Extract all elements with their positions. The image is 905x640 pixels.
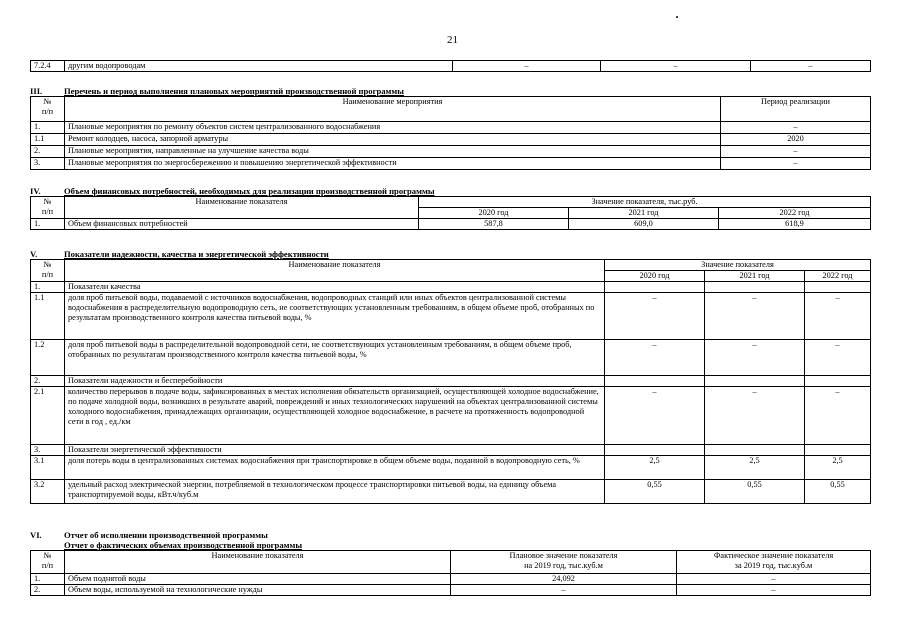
row-value: 618,9 [719,219,871,230]
row-name: Объем воды, используемой на технологические нужды [65,585,451,596]
indicators-table [30,259,871,504]
row-number: 1. [31,574,65,585]
row-value: 0,55 [705,480,805,504]
row-value [705,376,805,387]
header-number: № п/п [31,97,65,122]
row-name: другим водопроводам [65,61,453,72]
row-name: Показатели надежности и бесперебойности [65,376,605,387]
row-number: 3.2 [31,480,65,504]
header-number: № п/п [31,197,65,219]
table-row [31,376,871,387]
row-value [605,445,705,456]
section-number: VI. [30,530,42,540]
section-6-heading [30,530,268,540]
table-header-row [31,197,871,208]
page-number: 21 [447,34,458,46]
row-number: 1. [31,282,65,293]
row-fact: – [677,574,871,585]
table-row [31,340,871,376]
header-name: Наименование мероприятия [65,97,721,122]
table-row [31,585,871,596]
table-header-row [31,97,871,122]
row-number: 1.2 [31,340,65,376]
row-period: – [721,122,871,134]
activities-table [30,96,871,170]
section-6-subheading [30,540,302,550]
row-fact: – [677,585,871,596]
section-title: Перечень и период выполнения плановых мероприятий производственной программы [64,86,404,96]
row-value: 609,0 [569,219,719,230]
table-row [31,158,871,170]
header-period: Период реализации [721,97,871,122]
row-value [705,282,805,293]
header-number: № п/п [31,551,65,574]
header-year: 2021 год [705,271,805,282]
table-row [31,574,871,585]
row-name: Показатели энергетической эффективности [65,445,605,456]
header-fact: Фактическое значение показателя за 2019 год, тыс.куб.м [677,551,871,574]
table-row [31,146,871,158]
row-value: – [605,340,705,376]
row-name: Объем поднятой воды [65,574,451,585]
row-number: 2. [31,146,65,158]
table-row [31,219,871,230]
row-period: 2020 [721,134,871,146]
row-name: Объем финансовых потребностей [65,219,419,230]
table-header-row [31,260,871,271]
section-title: Показатели надежности, качества и энергетической эффективности [64,249,329,259]
header-year: 2020 год [419,208,569,219]
section-number: III. [30,86,43,96]
row-value: – [805,387,871,445]
section-number: IV. [30,186,41,196]
header-year: 2022 год [719,208,871,219]
section-4-heading [30,186,435,196]
row-value: 2,5 [605,456,705,480]
row-plan: – [451,585,677,596]
row-number: 3.1 [31,456,65,480]
row-name: Плановые мероприятия по ремонту объектов систем централизованного водоснабжения [65,122,721,134]
row-number: 1. [31,219,65,230]
header-number: № п/п [31,260,65,282]
table-row [31,293,871,340]
row-value [805,376,871,387]
header-name: Наименование показателя [65,197,419,219]
row-value: – [805,293,871,340]
section-title: Отчет об исполнении производственной программы [64,530,268,540]
row-value: 0,55 [805,480,871,504]
row-number: 1. [31,122,65,134]
row-value: – [751,61,871,72]
row-name: удельный расход электрической энергии, потребляемой в технологическом процессе транспортировки питьевой воды, на единицу объема транспортируемой воды, кВт.ч/куб.м [65,480,605,504]
row-name: количество перерывов в подаче воды, зафиксированных в местах исполнения обязательств организацией, осуществляющей холодное водоснабжение, по подаче холодной воды, возникших в результате аварий, повреждений и иных технологических нарушений на объектах централизованной системы холодного водоснабжения, принадлежащих организации, осуществляющей холодное водоснабжение, в расчете на протяженность водопроводной сети в год , ед./км [65,387,605,445]
row-value [605,376,705,387]
row-period: – [721,158,871,170]
row-name: доля проб питьевой воды, подаваемой с источников водоснабжения, водопроводных станций или иных объектов централизованной системы водоснабжения в распределительную водопроводную сеть, не соответствующих установленным требованиям, в общем объеме проб, отобранных по результатам производственного контроля качества питьевой воды, % [65,293,605,340]
row-number: 3. [31,445,65,456]
row-name: доля потерь воды в централизованных системах водоснабжения при транспортировке в общем объеме воды, поданной в водопроводную сеть, % [65,456,605,480]
header-plan: Плановое значение показателя на 2019 год, тыс.куб.м [451,551,677,574]
row-value: – [705,387,805,445]
row-name: доля проб питьевой воды в распределительной водопроводной сети, не соответствующих установленным требованиям, в общем объеме проб, отобранных по результатам производственного контроля качества питьевой воды, % [65,340,605,376]
row-number: 2. [31,376,65,387]
row-value [805,282,871,293]
row-value [705,445,805,456]
table-row [31,282,871,293]
row-period: – [721,146,871,158]
header-name: Наименование показателя [65,551,451,574]
section-subtitle: Отчет о фактических объемах производственной программы [64,540,303,550]
table-row [31,134,871,146]
row-value: – [705,340,805,376]
table-row [31,387,871,445]
table-row [31,445,871,456]
row-value: 2,5 [705,456,805,480]
row-number: 3. [31,158,65,170]
header-value: Значение показателя [605,260,871,271]
header-name: Наименование показателя [65,260,605,282]
row-number: 1.1 [31,293,65,340]
section-5-heading [30,249,329,259]
row-plan: 24,092 [451,574,677,585]
row-value: – [453,61,601,72]
row-value: 2,5 [805,456,871,480]
row-value: – [605,387,705,445]
table-row [31,456,871,480]
production-report-table [30,550,871,596]
row-number: 7.2.4 [31,61,65,72]
row-name: Показатели качества [65,282,605,293]
table-header-row [31,551,871,574]
row-name: Ремонт колодцев, насоса, запорной арматуры [65,134,721,146]
header-year: 2022 год [805,271,871,282]
row-value: 587,8 [419,219,569,230]
row-value [605,282,705,293]
row-value: – [601,61,751,72]
row-number: 1.1 [31,134,65,146]
stray-mark [676,16,678,18]
row-value [805,445,871,456]
row-number: 2.1 [31,387,65,445]
header-value: Значение показателя, тыс.руб. [419,197,871,208]
header-year: 2021 год [569,208,719,219]
table-row [31,122,871,134]
financial-needs-table [30,196,871,230]
header-year: 2020 год [605,271,705,282]
row-value: – [805,340,871,376]
continuation-table [30,60,871,72]
row-value: – [705,293,805,340]
table-row [31,61,871,72]
section-3-heading [30,86,404,96]
section-title: Объем финансовых потребностей, необходимых для реализации производственной программы [64,186,435,196]
row-value: – [605,293,705,340]
table-row [31,480,871,504]
section-number: V. [30,249,38,259]
row-name: Плановые мероприятия по энергосбережению и повышению энергетической эффективности [65,158,721,170]
row-name: Плановые мероприятия, направленные на улучшение качества воды [65,146,721,158]
row-number: 2. [31,585,65,596]
row-value: 0,55 [605,480,705,504]
